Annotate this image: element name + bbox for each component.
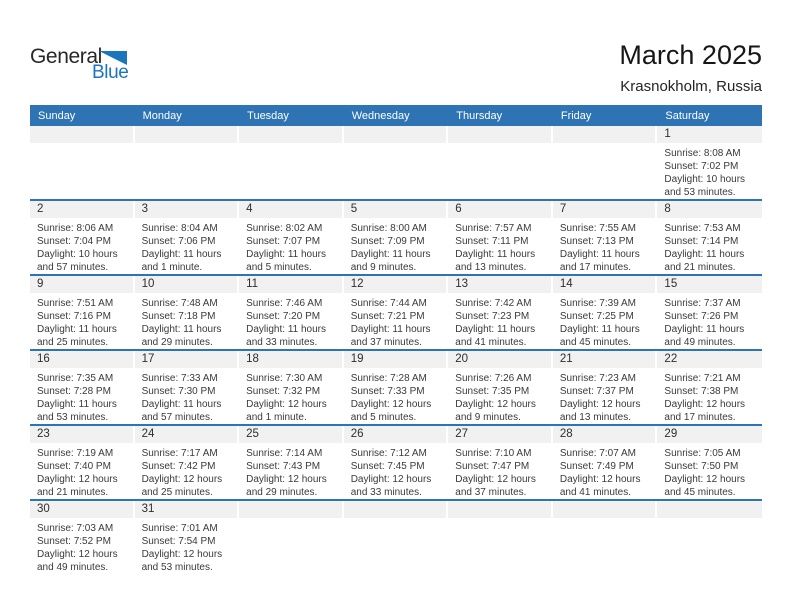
day-details (135, 368, 240, 424)
day-number: 12 (344, 276, 447, 293)
daylight-line: Daylight: 12 hours and 33 minutes. (350, 474, 432, 498)
sunrise-line: Sunrise: 7:12 AM (350, 448, 427, 459)
day-number (657, 501, 762, 518)
day-number (135, 126, 238, 143)
day-details (344, 143, 449, 147)
day-details (344, 518, 449, 522)
day-cell (135, 201, 240, 274)
weekday-header: Thursday (456, 109, 503, 122)
logo-text-general: General (30, 45, 102, 68)
day-details (553, 218, 658, 274)
empty-day-cell (135, 126, 240, 199)
sunset-line: Sunset: 7:49 PM (559, 461, 634, 472)
day-cell (239, 351, 344, 424)
day-cell (30, 276, 135, 349)
day-cell (135, 426, 240, 499)
day-cell (553, 351, 658, 424)
day-cell (344, 426, 449, 499)
day-cell (657, 276, 762, 349)
day-cell (657, 426, 762, 499)
week-row (30, 426, 762, 501)
sunrise-line: Sunrise: 8:08 AM (664, 148, 741, 159)
day-number (448, 501, 551, 518)
day-details (239, 293, 344, 349)
sunset-line: Sunset: 7:42 PM (141, 461, 216, 472)
day-number: 1 (657, 126, 762, 143)
daylight-line: Daylight: 12 hours and 45 minutes. (664, 474, 746, 498)
day-cell (344, 351, 449, 424)
day-details (448, 368, 553, 424)
day-number: 15 (657, 276, 762, 293)
day-cell (239, 426, 344, 499)
day-number: 23 (30, 426, 133, 443)
day-details (135, 218, 240, 274)
daylight-line: Daylight: 11 hours and 37 minutes. (350, 324, 431, 348)
sunset-line: Sunset: 7:06 PM (141, 236, 216, 247)
sunrise-line: Sunrise: 7:30 AM (246, 373, 323, 384)
day-details (657, 443, 762, 499)
day-cell (553, 426, 658, 499)
sunrise-line: Sunrise: 7:53 AM (664, 223, 741, 234)
weekday-header-row (30, 105, 762, 126)
day-number: 11 (239, 276, 342, 293)
daylight-line: Daylight: 10 hours and 53 minutes. (664, 174, 746, 198)
empty-day-cell (30, 126, 135, 199)
day-number: 2 (30, 201, 133, 218)
sunrise-line: Sunrise: 7:35 AM (37, 373, 114, 384)
day-number: 8 (657, 201, 762, 218)
day-details (344, 218, 449, 274)
sunset-line: Sunset: 7:40 PM (37, 461, 111, 472)
week-row (30, 276, 762, 351)
day-number (344, 501, 447, 518)
empty-day-cell (239, 126, 344, 199)
daylight-line: Daylight: 12 hours and 49 minutes. (37, 549, 118, 573)
weekday-header: Monday (142, 109, 182, 122)
day-cell (344, 276, 449, 349)
day-cell (657, 126, 762, 199)
day-details (30, 518, 135, 574)
sunset-line: Sunset: 7:54 PM (141, 536, 216, 547)
daylight-line: Daylight: 10 hours and 57 minutes. (37, 249, 118, 273)
sunrise-line: Sunrise: 7:57 AM (455, 223, 532, 234)
day-details (448, 443, 553, 499)
sunset-line: Sunset: 7:33 PM (350, 386, 425, 397)
daylight-line: Daylight: 12 hours and 25 minutes. (141, 474, 223, 498)
sunset-line: Sunset: 7:26 PM (664, 311, 739, 322)
day-number: 19 (344, 351, 447, 368)
day-number: 4 (239, 201, 342, 218)
empty-day-cell (239, 501, 344, 574)
day-cell (657, 351, 762, 424)
sunrise-line: Sunrise: 7:33 AM (141, 373, 218, 384)
sunset-line: Sunset: 7:02 PM (664, 161, 739, 172)
sunset-line: Sunset: 7:25 PM (559, 311, 634, 322)
day-details (30, 293, 135, 349)
sunset-line: Sunset: 7:18 PM (141, 311, 216, 322)
day-number: 28 (553, 426, 656, 443)
daylight-line: Daylight: 12 hours and 1 minute. (246, 399, 327, 423)
day-details (135, 143, 240, 147)
week-row (30, 501, 762, 574)
day-cell (135, 501, 240, 574)
sunrise-line: Sunrise: 8:04 AM (141, 223, 218, 234)
sunset-line: Sunset: 7:13 PM (559, 236, 634, 247)
daylight-line: Daylight: 12 hours and 29 minutes. (246, 474, 327, 498)
daylight-line: Daylight: 11 hours and 9 minutes. (350, 249, 431, 273)
day-cell (448, 276, 553, 349)
day-details (657, 143, 762, 199)
empty-day-cell (344, 501, 449, 574)
sunrise-line: Sunrise: 7:07 AM (559, 448, 636, 459)
sunrise-line: Sunrise: 7:48 AM (141, 298, 218, 309)
sunset-line: Sunset: 7:35 PM (455, 386, 530, 397)
sunset-line: Sunset: 7:37 PM (559, 386, 634, 397)
sunset-line: Sunset: 7:04 PM (37, 236, 111, 247)
day-cell (448, 201, 553, 274)
sunrise-line: Sunrise: 7:44 AM (350, 298, 427, 309)
sunrise-line: Sunrise: 7:39 AM (559, 298, 636, 309)
week-row (30, 351, 762, 426)
sunset-line: Sunset: 7:52 PM (37, 536, 111, 547)
day-details (135, 443, 240, 499)
day-details (553, 518, 658, 522)
sunset-line: Sunset: 7:38 PM (664, 386, 739, 397)
day-details (30, 443, 135, 499)
sunset-line: Sunset: 7:14 PM (664, 236, 739, 247)
day-number: 6 (448, 201, 551, 218)
daylight-line: Daylight: 11 hours and 1 minute. (141, 249, 222, 273)
sunrise-line: Sunrise: 8:02 AM (246, 223, 323, 234)
daylight-line: Daylight: 11 hours and 21 minutes. (664, 249, 745, 273)
sunrise-line: Sunrise: 7:01 AM (141, 523, 218, 534)
day-details (344, 443, 449, 499)
sunrise-line: Sunrise: 7:28 AM (350, 373, 427, 384)
weekday-header: Tuesday (247, 109, 289, 122)
calendar-weeks (30, 126, 762, 574)
sunset-line: Sunset: 7:47 PM (455, 461, 530, 472)
day-number (239, 126, 342, 143)
weekday-header: Sunday (38, 109, 76, 122)
day-details (448, 143, 553, 147)
day-details (239, 143, 344, 147)
empty-day-cell (553, 126, 658, 199)
sunrise-line: Sunrise: 7:21 AM (664, 373, 741, 384)
sunrise-line: Sunrise: 7:05 AM (664, 448, 741, 459)
sunrise-line: Sunrise: 8:06 AM (37, 223, 114, 234)
day-number: 31 (135, 501, 238, 518)
day-details (448, 218, 553, 274)
day-details (239, 368, 344, 424)
day-cell (30, 426, 135, 499)
sunrise-line: Sunrise: 7:23 AM (559, 373, 636, 384)
day-cell (239, 201, 344, 274)
day-details (239, 218, 344, 274)
general-blue-logo (30, 46, 140, 82)
day-details (448, 293, 553, 349)
sunrise-line: Sunrise: 7:55 AM (559, 223, 636, 234)
empty-day-cell (553, 501, 658, 574)
weekday-header: Friday (560, 109, 592, 122)
day-number: 16 (30, 351, 133, 368)
sunrise-line: Sunrise: 7:37 AM (664, 298, 741, 309)
day-number: 14 (553, 276, 656, 293)
sunset-line: Sunset: 7:07 PM (246, 236, 321, 247)
day-details (657, 218, 762, 274)
week-row (30, 201, 762, 276)
day-cell (135, 276, 240, 349)
day-cell (657, 201, 762, 274)
day-number: 22 (657, 351, 762, 368)
logo-text-blue: Blue (92, 62, 129, 83)
sunrise-line: Sunrise: 7:51 AM (37, 298, 114, 309)
day-number (448, 126, 551, 143)
sunset-line: Sunset: 7:23 PM (455, 311, 530, 322)
day-cell (30, 501, 135, 574)
daylight-line: Daylight: 11 hours and 49 minutes. (664, 324, 745, 348)
sunrise-line: Sunrise: 7:10 AM (455, 448, 532, 459)
sunrise-line: Sunrise: 7:26 AM (455, 373, 532, 384)
day-cell (30, 351, 135, 424)
sunset-line: Sunset: 7:28 PM (37, 386, 111, 397)
sunset-line: Sunset: 7:09 PM (350, 236, 425, 247)
day-cell (553, 201, 658, 274)
sunset-line: Sunset: 7:30 PM (141, 386, 216, 397)
day-details (30, 368, 135, 424)
day-number: 24 (135, 426, 238, 443)
weekday-header: Wednesday (351, 109, 410, 122)
daylight-line: Daylight: 11 hours and 29 minutes. (141, 324, 222, 348)
day-number: 3 (135, 201, 238, 218)
title-block (619, 40, 762, 96)
sunset-line: Sunset: 7:45 PM (350, 461, 425, 472)
empty-day-cell (448, 126, 553, 199)
daylight-line: Daylight: 12 hours and 21 minutes. (37, 474, 118, 498)
empty-day-cell (657, 501, 762, 574)
day-details (239, 518, 344, 522)
sunrise-line: Sunrise: 7:46 AM (246, 298, 323, 309)
page-title: March 2025 (619, 40, 762, 70)
day-number (239, 501, 342, 518)
day-number: 29 (657, 426, 762, 443)
day-details (553, 143, 658, 147)
month-calendar (30, 105, 762, 574)
day-cell (553, 276, 658, 349)
day-number: 13 (448, 276, 551, 293)
sunrise-line: Sunrise: 8:00 AM (350, 223, 427, 234)
day-details (135, 293, 240, 349)
day-number: 26 (344, 426, 447, 443)
sunset-line: Sunset: 7:43 PM (246, 461, 321, 472)
day-number: 25 (239, 426, 342, 443)
daylight-line: Daylight: 11 hours and 5 minutes. (246, 249, 326, 273)
day-details (448, 518, 553, 522)
day-details (553, 368, 658, 424)
daylight-line: Daylight: 12 hours and 37 minutes. (455, 474, 536, 498)
daylight-line: Daylight: 12 hours and 53 minutes. (141, 549, 223, 573)
daylight-line: Daylight: 12 hours and 41 minutes. (559, 474, 641, 498)
day-details (657, 368, 762, 424)
day-number: 20 (448, 351, 551, 368)
sunrise-line: Sunrise: 7:03 AM (37, 523, 114, 534)
page-subtitle: Krasnokholm, Russia (620, 78, 762, 95)
day-number: 5 (344, 201, 447, 218)
daylight-line: Daylight: 11 hours and 45 minutes. (559, 324, 640, 348)
sunset-line: Sunset: 7:11 PM (455, 236, 529, 247)
day-cell (30, 201, 135, 274)
daylight-line: Daylight: 12 hours and 9 minutes. (455, 399, 536, 423)
week-row (30, 126, 762, 201)
day-number (30, 126, 133, 143)
daylight-line: Daylight: 12 hours and 13 minutes. (559, 399, 641, 423)
sunrise-line: Sunrise: 7:14 AM (246, 448, 323, 459)
sunset-line: Sunset: 7:32 PM (246, 386, 321, 397)
day-details (344, 293, 449, 349)
daylight-line: Daylight: 11 hours and 33 minutes. (246, 324, 326, 348)
sunrise-line: Sunrise: 7:42 AM (455, 298, 532, 309)
day-details (553, 443, 658, 499)
day-cell (239, 276, 344, 349)
day-details (657, 293, 762, 349)
daylight-line: Daylight: 11 hours and 25 minutes. (37, 324, 117, 348)
daylight-line: Daylight: 11 hours and 17 minutes. (559, 249, 640, 273)
day-cell (448, 426, 553, 499)
daylight-line: Daylight: 12 hours and 5 minutes. (350, 399, 432, 423)
day-details (239, 443, 344, 499)
daylight-line: Daylight: 11 hours and 13 minutes. (455, 249, 536, 273)
day-details (657, 518, 762, 522)
sunset-line: Sunset: 7:50 PM (664, 461, 739, 472)
sunset-line: Sunset: 7:16 PM (37, 311, 111, 322)
daylight-line: Daylight: 11 hours and 53 minutes. (37, 399, 117, 423)
daylight-line: Daylight: 11 hours and 41 minutes. (455, 324, 536, 348)
day-details (553, 293, 658, 349)
sunset-line: Sunset: 7:20 PM (246, 311, 321, 322)
sunrise-line: Sunrise: 7:17 AM (141, 448, 218, 459)
day-number: 21 (553, 351, 656, 368)
day-cell (448, 351, 553, 424)
day-number: 17 (135, 351, 238, 368)
day-number (553, 501, 656, 518)
day-details (30, 218, 135, 274)
day-details (135, 518, 240, 574)
day-cell (135, 351, 240, 424)
sunrise-line: Sunrise: 7:19 AM (37, 448, 114, 459)
day-number: 30 (30, 501, 133, 518)
sunset-line: Sunset: 7:21 PM (350, 311, 425, 322)
empty-day-cell (448, 501, 553, 574)
day-number: 18 (239, 351, 342, 368)
empty-day-cell (344, 126, 449, 199)
weekday-header: Saturday (665, 109, 710, 122)
day-number: 27 (448, 426, 551, 443)
day-cell (344, 201, 449, 274)
day-number: 10 (135, 276, 238, 293)
day-details (344, 368, 449, 424)
day-number (344, 126, 447, 143)
day-number (553, 126, 656, 143)
daylight-line: Daylight: 11 hours and 57 minutes. (141, 399, 222, 423)
day-details (30, 143, 135, 147)
day-number: 7 (553, 201, 656, 218)
daylight-line: Daylight: 12 hours and 17 minutes. (664, 399, 746, 423)
day-number: 9 (30, 276, 133, 293)
